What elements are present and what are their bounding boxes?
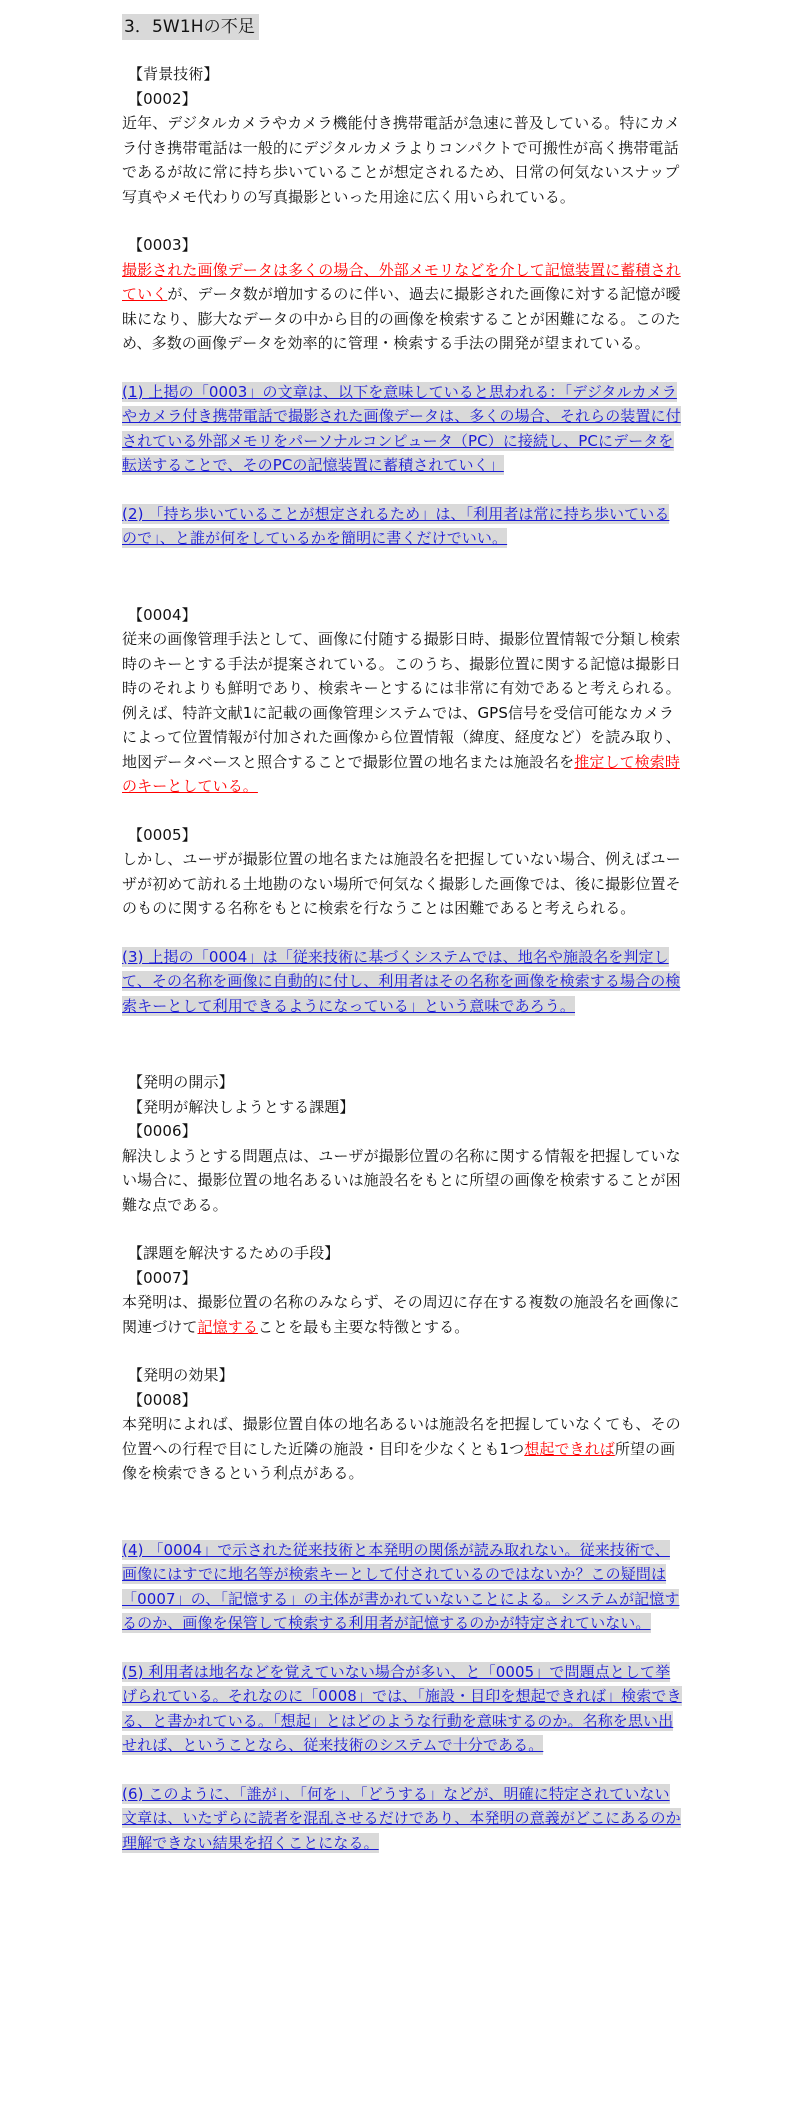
paragraph-0007: [122, 1290, 682, 1339]
note-text: (5) 利用者は地名などを覚えていない場合が多い、と「0005」で問題点として挙げられている。それなのに「0008」では、「施設・目印を想起できれば」検索できる、と書かれている。「想起」とはどのような行動を意味するのか。名称を思い出せれば、ということなら、従来技術のシステムで十分である。: [122, 1662, 682, 1754]
review-note-6: [122, 1782, 682, 1856]
paragraph-text: 本発明は、撮影位置の名称のみならず、その周辺に存在する複数の施設名を画像に関連づけて: [122, 1293, 680, 1336]
section-label-disclosure: 【発明の開示】: [128, 1073, 234, 1091]
paragraph-0005: しかし、ユーザが撮影位置の地名または施設名を把握していない場合、例えばユーザが初めて訪れる土地勘のない場所で何気なく撮影した画像では、後に撮影位置そのものに関する名称をもとに検索を行なうことは困難であると考えられる。: [122, 850, 681, 917]
paragraph-text: 本発明によれば、撮影位置自体の地名あるいは施設名を把握していなくても、その位置への行程で目にした近隣の施設・目印を少なくとも1つ: [122, 1415, 681, 1458]
section-label-problem: 【発明が解決しようとする課題】: [128, 1097, 355, 1116]
paragraph-label-0006: 【0006】: [128, 1122, 197, 1140]
note-text: (1) 上掲の「0003」の文章は、以下を意味していると思われる：「デジタルカメラやカメラ付き携帯電話で撮影された画像データは、多くの場合、それらの装置に付されている外部メモリをパーソナルコンピュータ（PC）に接続し、PCにデータを転送することで、そのPCの記憶装置に蓄積されていく」: [122, 382, 681, 474]
paragraph-label-0008: 【0008】: [128, 1390, 197, 1409]
paragraph-text: ことを最も主要な特徴とする。: [257, 1317, 470, 1336]
red-highlight: 撮影された画像データは多くの場合、外部メモリなどを介して記憶装置に蓄積されていく: [122, 260, 681, 303]
paragraph-0003: [122, 258, 682, 356]
red-highlight: 想起できれば: [524, 1439, 615, 1458]
review-note-3: [122, 945, 682, 1019]
review-note-4: [122, 1538, 682, 1636]
review-note-1: [122, 380, 682, 478]
review-note-5: [122, 1660, 682, 1758]
document: [122, 14, 682, 1855]
paragraph-0006: 解決しようとする問題点は、ユーザが撮影位置の名称に関する情報を把握していない場合に、撮影位置の地名あるいは施設名をもとに所望の画像を検索することが困難な点である。: [122, 1146, 681, 1214]
note-text: (2) 「持ち歩いていることが想定されるため」は、「利用者は常に持ち歩いているので」、と誰が何をしているかを簡明に書くだけでいい。: [122, 504, 670, 547]
paragraph-label-0002: 【0002】: [128, 89, 197, 108]
paragraph-0004: [122, 627, 682, 799]
paragraph-label-0007: 【0007】: [128, 1268, 197, 1287]
paragraph-0008: [122, 1412, 682, 1486]
note-text: (3) 上掲の「0004」は「従来技術に基づくシステムでは、地名や施設名を判定して、その名称を画像に自動的に付し、利用者はその名称を画像を検索する場合の検索キーとして利用できるようになっている」という意味であろう。: [122, 947, 681, 1015]
paragraph-label-0005: 【0005】: [128, 825, 197, 844]
red-highlight: 記憶する: [197, 1317, 258, 1336]
red-highlight: 推定して検索時のキーとしている。: [122, 752, 680, 795]
paragraph-0002: 近年、デジタルカメラやカメラ機能付き携帯電話が急速に普及している。特にカメラ付き携帯電話は一般的にデジタルカメラよりコンパクトで可搬性が高く携帯電話であるが故に常に持ち歩いていることが想定されるため、日常の何気ないスナップ写真やメモ代わりの写真撮影といった用途に広く用いられている。: [122, 114, 680, 206]
paragraph-text: が、データ数が増加するのに伴い、過去に撮影された画像に対する記憶が曖昧になり、膨大なデータの中から目的の画像を検索することが困難になる。このため、多数の画像データを効率的に管理・検索する手法の開発が望まれている。: [122, 285, 681, 352]
page-title: 3．5W1Hの不足: [122, 14, 259, 40]
paragraph-label-0004: 【0004】: [128, 605, 197, 624]
paragraph-text: 所望の画像を検索できるという利点がある。: [122, 1439, 676, 1482]
section-label-background: 【背景技術】: [128, 65, 219, 83]
note-text: (4) 「0004」で示された従来技術と本発明の関係が読み取れない。従来技術で、画像にはすでに地名等が検索キーとして付されているのではないか？この疑問は「0007」の、「記憶する」の主体が書かれていないことによる。システムが記憶するのか、画像を保管して検索する利用者が記憶するのかが特定されていない。: [122, 1540, 680, 1632]
section-label-means: 【課題を解決するための手段】: [128, 1244, 340, 1262]
section-label-effect: 【発明の効果】: [128, 1366, 234, 1384]
note-text: (6) このように、「誰が」、「何を」、「どうする」などが、明確に特定されていない文章は、いたずらに読者を混乱させるだけであり、本発明の意義がどこにあるのか理解できない結果を招くことになる。: [122, 1784, 681, 1852]
paragraph-label-0003: 【0003】: [128, 236, 197, 254]
paragraph-text: 従来の画像管理手法として、画像に付随する撮影日時、撮影位置情報で分類し検索時のキーとする手法が提案されている。このうち、撮影位置に関する記憶は撮影日時のそれよりも鮮明であり、検索キーとするには非常に有効であると考えられる。例えば、特許文献1に記載の画像管理システムでは、GPS信号を受信可能なカメラによって位置情報が付加された画像から位置情報（緯度、経度など）を読み取り、地図データベースと照合することで撮影位置の地名または施設名を: [122, 630, 681, 771]
review-note-2: [122, 502, 682, 551]
